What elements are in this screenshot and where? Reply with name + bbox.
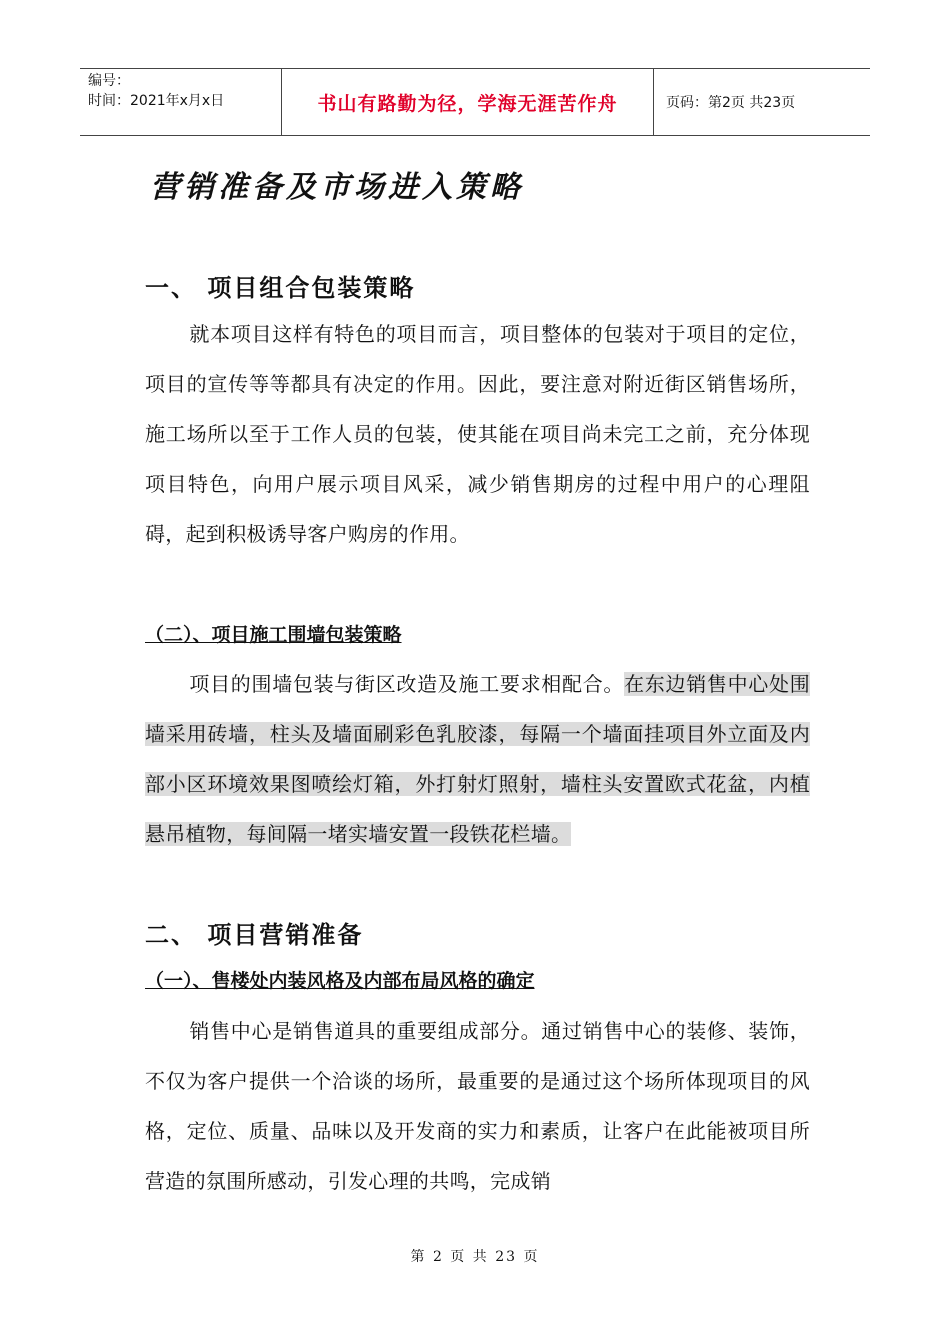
section-2-heading: 二、 项目营销准备	[145, 921, 364, 949]
section-1-sub-paragraph	[145, 659, 810, 859]
section-2-sub-heading: （一）、售楼处内装风格及内部布局风格的确定	[145, 970, 535, 992]
section-2-paragraph: 销售中心是销售道具的重要组成部分。通过销售中心的装修、装饰，不仅为客户提供一个洽谈的场所，最重要的是通过这个场所体现项目的风格，定位、质量、品味以及开发商的实力和素质，让客户在此能被项目所营造的氛围所感动，引发心理的共鸣，完成销	[145, 1019, 810, 1193]
doc-date-label: 时间：2021年x月x日	[88, 93, 225, 109]
header-motto: 书山有路勤为径，学海无涯苦作舟	[282, 69, 654, 135]
highlighted-text: 在东边销售中心处围墙采用砖墙，柱头及墙面刷彩色乳胶漆，每隔一个墙面挂项目外立面及内部小区环境效果图喷绘灯箱，外打射灯照射，墙柱头安置欧式花盆，内植悬吊植物，每间隔一堵实墙安置一段铁花栏墙。	[145, 672, 810, 846]
page-footer: 第 2 页 共 23 页	[410, 1249, 540, 1265]
document-title: 营销准备及市场进入策略	[150, 170, 524, 205]
section-1-paragraph: 就本项目这样有特色的项目而言，项目整体的包装对于项目的定位，项目的宣传等等都具有决定的作用。因此，要注意对附近街区销售场所，施工场所以至于工作人员的包装，使其能在项目尚未完工之前，充分体现项目特色，向用户展示项目风采，减少销售期房的过程中用户的心理阻碍，起到积极诱导客户购房的作用。	[145, 322, 810, 546]
plain-text: 项目的围墙包装与街区改造及施工要求相配合。	[189, 672, 625, 696]
header-page-label: 页码：第2页 共23页	[666, 95, 796, 111]
page-header	[80, 68, 870, 136]
doc-number-label: 编号：	[88, 73, 130, 89]
section-1-heading: 一、 项目组合包装策略	[145, 274, 416, 302]
section-1-sub-heading: （二）、项目施工围墙包装策略	[145, 624, 402, 646]
header-meta	[80, 69, 282, 135]
